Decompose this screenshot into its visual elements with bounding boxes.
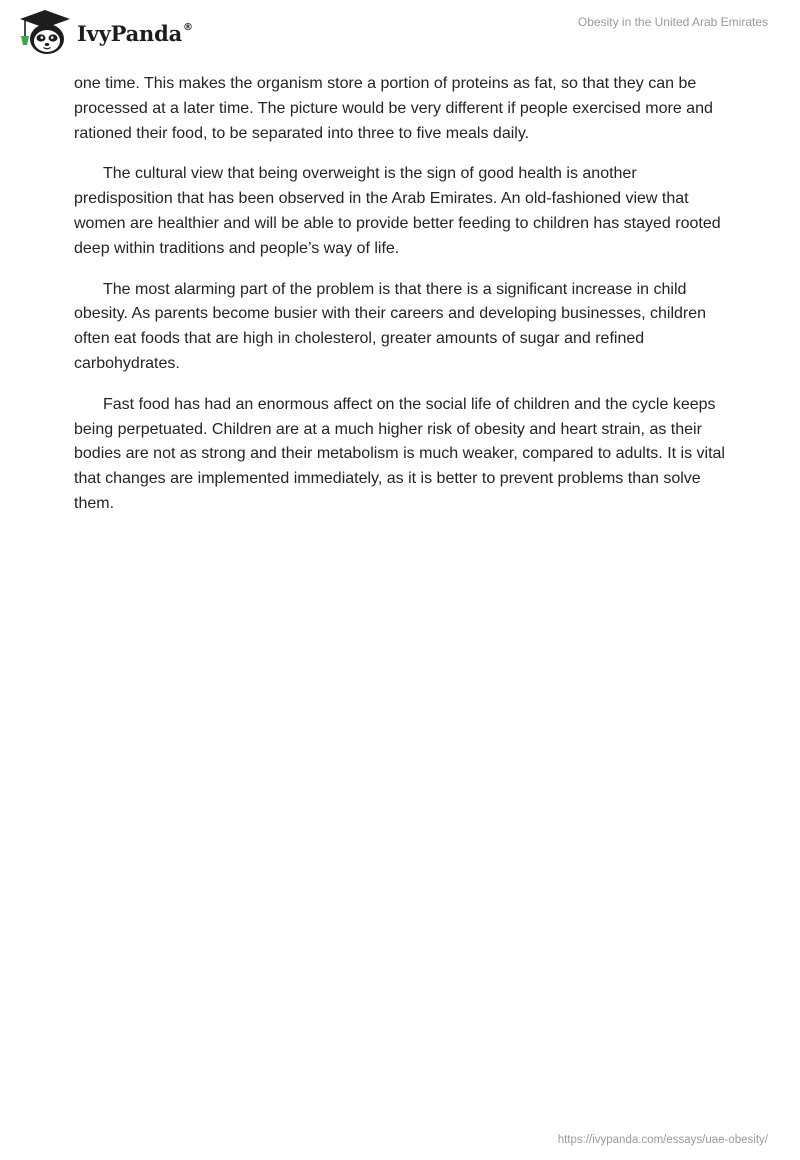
brand-logo[interactable]	[16, 8, 193, 56]
brand-name-text: IvyPanda	[77, 20, 183, 46]
paragraph-continuation: one time. This makes the organism store a portion of proteins as fat, so that they can be processed at a later time. The picture would be very different if people exercised more and rationed their food, to be separated into three to five meals daily.	[74, 75, 713, 142]
paragraph: The most alarming part of the problem is that there is a significant increase in child obesity. As parents become busier with their careers and developing businesses, children often eat foods that are high in cholesterol, greater amounts of sugar and refined carbohydrates.	[74, 280, 707, 372]
brand-name	[77, 21, 193, 46]
paragraph: The cultural view that being overweight is the sign of good health is another predisposition that has been observed in the Arab Emirates. An old-fashioned view that women are healthier and will be able to provide better feeding to children has stayed rooted deep within traditions and people’s way of life.	[74, 165, 721, 257]
panda-graduate-icon	[16, 8, 74, 56]
essay-body	[74, 72, 738, 533]
document-title: Obesity in the United Arab Emirates	[577, 15, 768, 29]
source-url-link[interactable]: https://ivypanda.com/essays/uae-obesity/	[557, 1134, 768, 1146]
paragraph: Fast food has had an enormous affect on the social life of children and the cycle keeps being perpetuated. Children are at a much higher risk of obesity and heart strain, as their bodies are not as strong and their metabolism is much weaker, compared to adults. It is vital that changes are implemented immediately, as it is better to prevent problems than solve them.	[74, 395, 725, 512]
page-header	[0, 0, 800, 64]
registered-mark: ®	[183, 21, 193, 33]
